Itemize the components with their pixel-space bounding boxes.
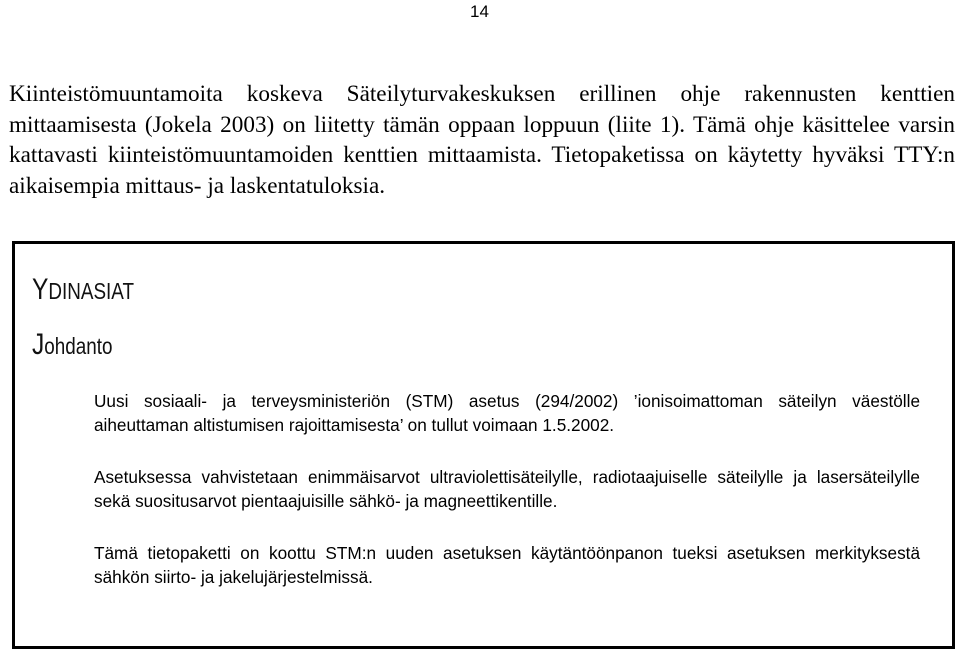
- intro-paragraph: Kiinteistömuuntamoita koskeva Säteilyturvakeskuksen erillinen ohje rakennusten kenttien mittaamisesta (Jokela 2003) on liitetty tämän oppaan loppuun (liite 1). Tämä ohje käsittelee varsin kattavasti kiinteistömuuntamoiden kenttien mittaamista. Tietopaketissa on käytetty hyväksi TTY:n aikaisempia mittaus- ja laskentatuloksia.: [9, 81, 955, 199]
- box-subheading-text: ohdanto: [44, 333, 113, 359]
- box-heading: [32, 273, 134, 307]
- summary-box: [12, 241, 955, 649]
- box-paragraph-purpose: Tämä tietopaketti on koottu STM:n uuden asetuksen käytäntöönpanon tueksi asetuksen merkityksestä sähkön siirto- ja jakelujärjestelmissä.: [94, 543, 920, 587]
- box-paragraph-limits: Asetuksessa vahvistetaan enimmäisarvot ultraviolettisäteilylle, radiotaajuiselle säteilylle ja lasersäteilylle sekä suositusarvot pientaajuisille sähkö- ja magneettikentille.: [94, 467, 920, 511]
- box-heading-initial: Y: [32, 273, 49, 306]
- box-subheading-initial: J: [32, 328, 45, 361]
- box-paragraph-decree: Uusi sosiaali- ja terveysministeriön (STM) asetus (294/2002) ’ionisoimattoman säteilyn väestölle aiheuttaman altistumisen rajoittamisesta’ on tullut voimaan 1.5.2002.: [94, 391, 920, 435]
- box-heading-text: DINASIAT: [48, 278, 135, 304]
- box-subheading: [32, 328, 112, 362]
- page-number: 14: [470, 2, 489, 21]
